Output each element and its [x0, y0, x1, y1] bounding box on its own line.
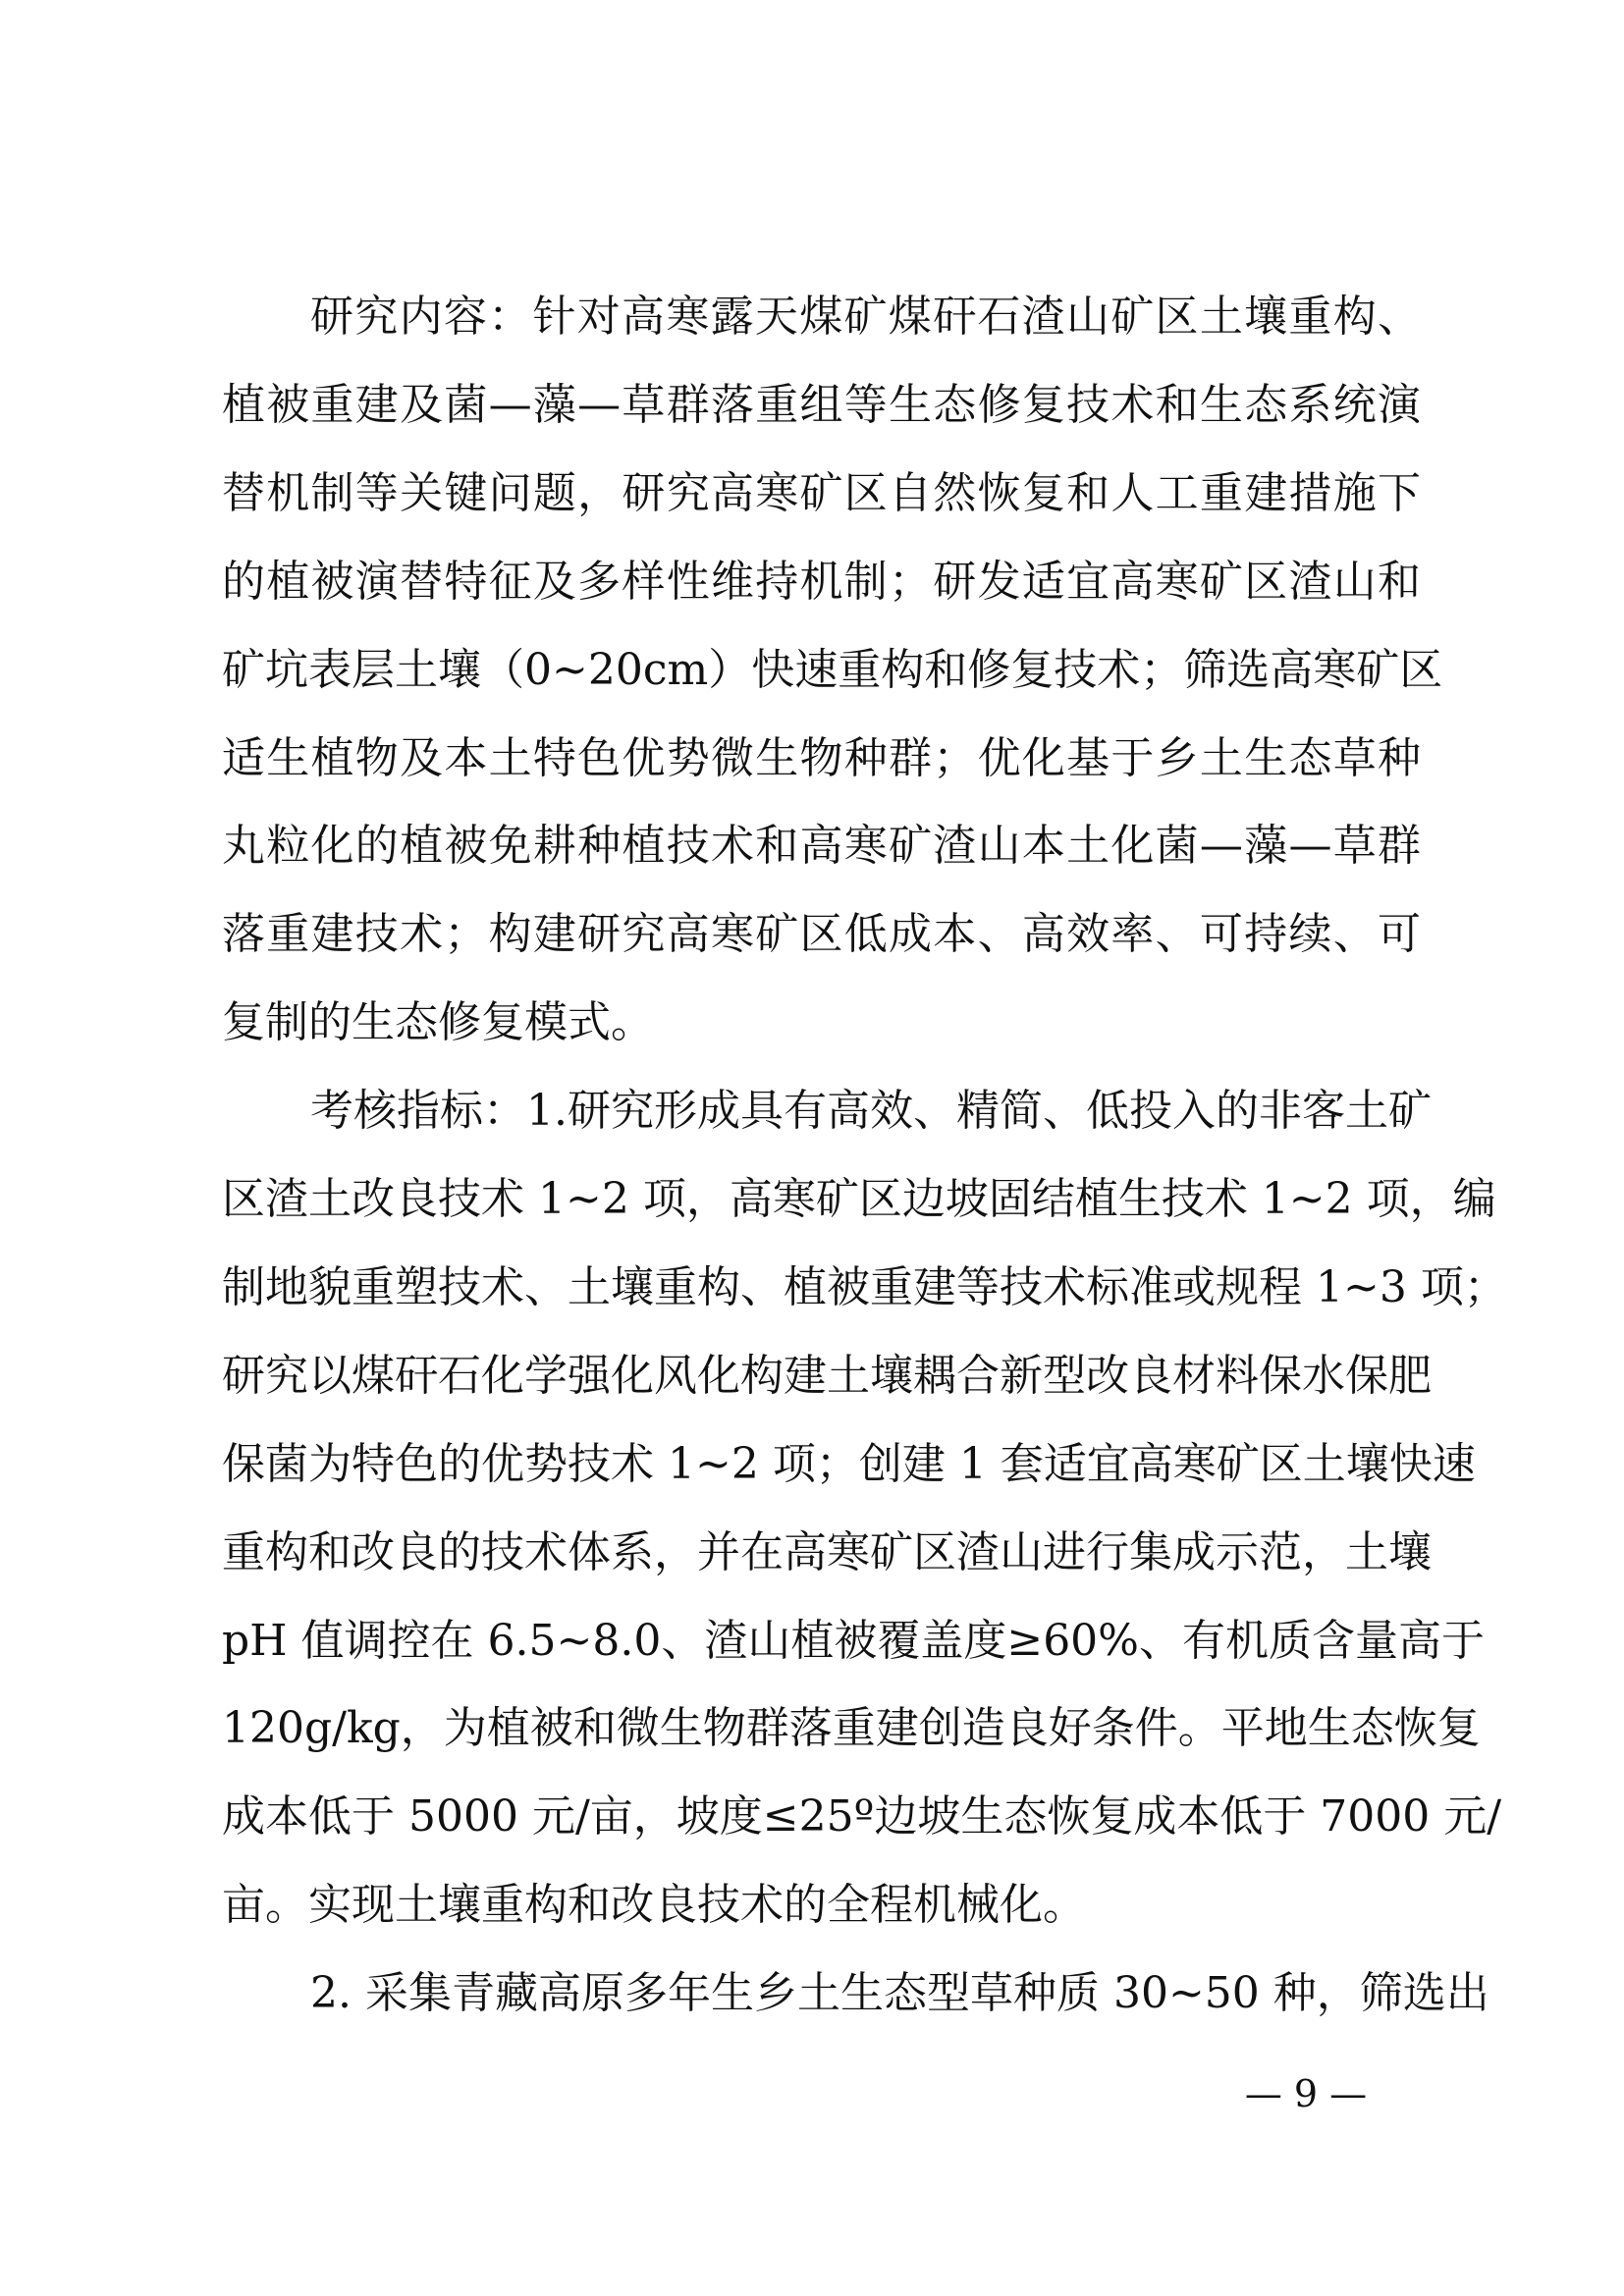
paragraph-1-line: 替机制等关键问题，研究高寒矿区自然恢复和人工重建措施下 — [222, 467, 1421, 518]
paragraph-1-line: 研究内容：针对高寒露天煤矿煤矸石渣山矿区土壤重构、 — [310, 292, 1421, 342]
paragraph-1-line: 丸粒化的植被免耕种植技术和高寒矿渣山本土化菌—藻—草群 — [222, 821, 1421, 872]
paragraph-1-line: 矿坑表层土壤（0~20cm）快速重构和修复技术；筛选高寒矿区 — [222, 644, 1443, 695]
paragraph-2-line: 研究以煤矸石化学强化风化构建土壤耦合新型改良材料保水保肥 — [222, 1350, 1432, 1401]
paragraph-2-line: pH 值调控在 6.5~8.0、渣山植被覆盖度≥60%、有机质含量高于 — [222, 1615, 1485, 1666]
paragraph-2-line: 亩。实现土壤重构和改良技术的全程机械化。 — [222, 1880, 1086, 1931]
paragraph-1-line: 复制的生态修复模式。 — [222, 997, 654, 1048]
paragraph-2-line: 制地貌重塑技术、土壤重构、植被重建等技术标准或规程 1~3 项； — [222, 1261, 1507, 1312]
paragraph-1-line: 的植被演替特征及多样性维持机制；研发适宜高寒矿区渣山和 — [222, 556, 1421, 607]
paragraph-2-line: 保菌为特色的优势技术 1~2 项；创建 1 套适宜高寒矿区土壤快速 — [222, 1438, 1476, 1489]
paragraph-3-line: 2. 采集青藏高原多年生乡土生态型草种质 30~50 种，筛选出 — [310, 1968, 1489, 2019]
paragraph-1-line: 适生植物及本土特色优势微生物种群；优化基于乡土生态草种 — [222, 732, 1421, 783]
paragraph-2-line: 考核指标：1.研究形成具有高效、精简、低投入的非客土矿 — [310, 1086, 1432, 1137]
paragraph-1-line: 落重建技术；构建研究高寒矿区低成本、高效率、可持续、可 — [222, 909, 1421, 960]
paragraph-2-line: 成本低于 5000 元/亩，坡度≤25º边坡生态恢复成本低于 7000 元/ — [222, 1791, 1502, 1842]
page-number: — 9 — — [1244, 2072, 1368, 2115]
paragraph-2-line: 120g/kg，为植被和微生物群落重建创造良好条件。平地生态恢复 — [222, 1703, 1481, 1754]
paragraph-2-line: 重构和改良的技术体系，并在高寒矿区渣山进行集成示范，土壤 — [222, 1526, 1432, 1577]
paragraph-1-line: 植被重建及菌—藻—草群落重组等生态修复技术和生态系统演 — [222, 379, 1421, 430]
paragraph-2-line: 区渣土改良技术 1~2 项，高寒矿区边坡固结植生技术 1~2 项，编 — [222, 1174, 1496, 1224]
